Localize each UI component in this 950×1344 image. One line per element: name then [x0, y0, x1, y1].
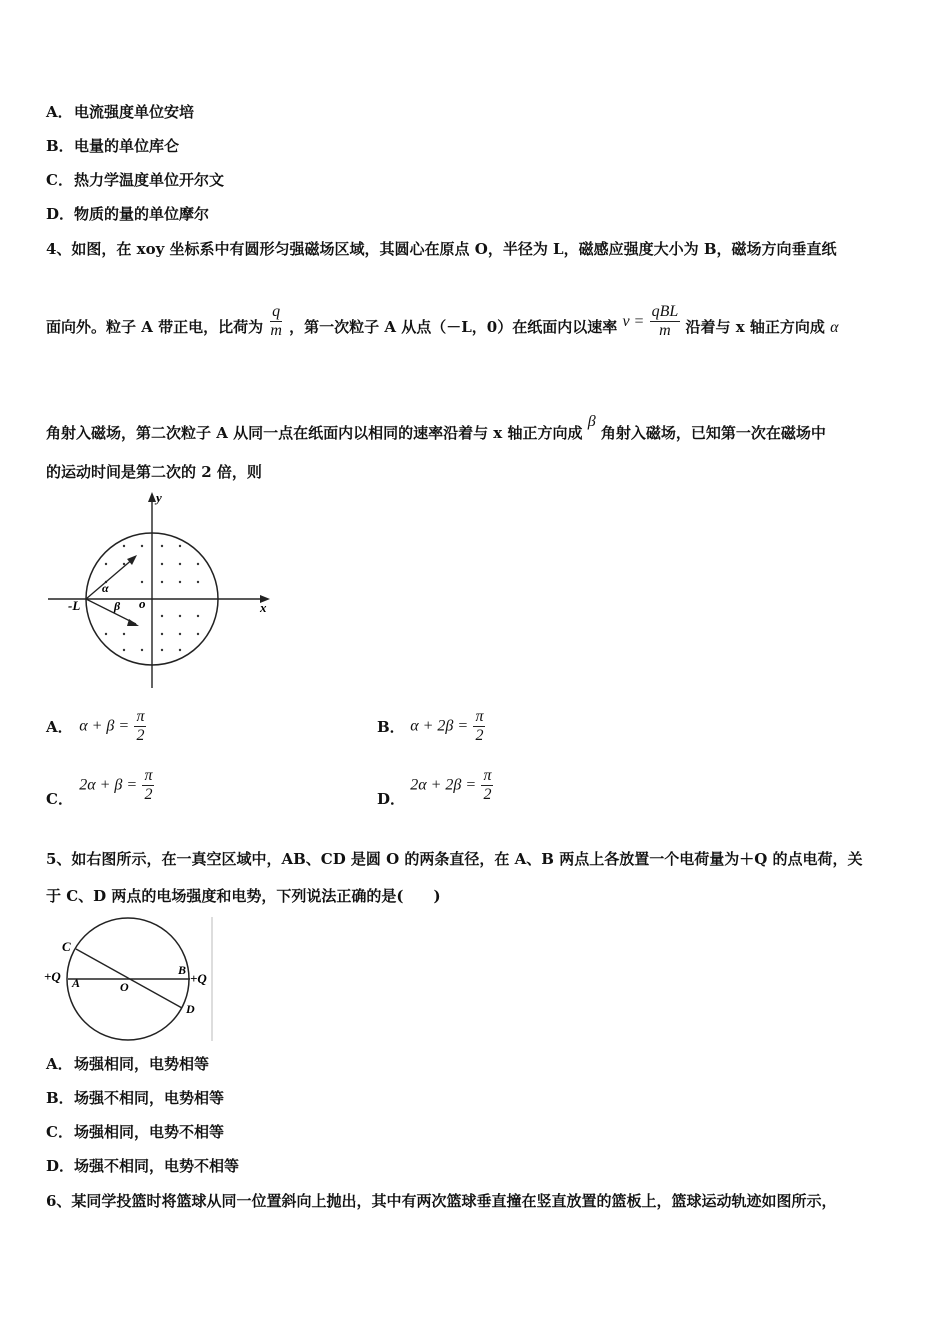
- option-letter: A．: [46, 1055, 73, 1073]
- frac-denominator: m: [659, 321, 671, 339]
- q5-stem-line1: 5、如右图所示，在一真空区域中，AB、CD 是圆 O 的两条直径，在 A、B 两点上各放置一个电荷量为＋Q 的点电荷，关: [46, 850, 863, 868]
- option-fraction: [134, 708, 146, 745]
- q4-stem-line3: [46, 412, 826, 443]
- frac-numerator: π: [475, 708, 484, 725]
- label-plus-q-left: +Q: [44, 969, 61, 984]
- label-y: y: [156, 490, 162, 505]
- frac-numerator: π: [483, 767, 492, 784]
- q3-option-b: [46, 136, 179, 156]
- velocity-fraction: [650, 303, 681, 340]
- option-text: 场强相同，电势不相等: [74, 1123, 225, 1141]
- option-text: 电量的单位库仑: [74, 137, 180, 155]
- velocity-arrow-alpha: [86, 558, 134, 599]
- frac-denominator: 2: [483, 786, 492, 803]
- option-letter: B．: [46, 1089, 74, 1107]
- q4-option-c: [46, 767, 154, 809]
- q4-text-c: 沿着与 x 轴正方向成: [685, 318, 825, 336]
- q5-option-c: [46, 1122, 224, 1142]
- label-alpha: α: [102, 581, 109, 595]
- frac-denominator: 2: [475, 727, 484, 744]
- label-c: C: [62, 939, 71, 954]
- label-a: A: [72, 976, 81, 990]
- beta-symbol: β: [587, 413, 596, 430]
- q4-text-d: 角射入磁场，第二次粒子 A 从同一点在纸面内以相同的速率沿着与 x 轴正方向成: [46, 424, 583, 442]
- option-text: 场强相同，电势相等: [74, 1055, 210, 1073]
- frac-denominator: 2: [144, 786, 153, 803]
- label-beta: β: [114, 599, 121, 613]
- q5-option-b: [46, 1088, 224, 1108]
- frac-numerator: π: [136, 708, 145, 725]
- y-axis-arrow: [148, 492, 156, 502]
- frac-numerator: π: [144, 767, 153, 784]
- label-d: D: [186, 1002, 195, 1016]
- option-fraction: [473, 708, 485, 745]
- label-o: O: [120, 980, 129, 994]
- option-letter: D．: [46, 1157, 75, 1175]
- charge-mass-ratio: [268, 303, 284, 340]
- velocity-lhs: v =: [622, 313, 645, 330]
- label-plus-q-right: +Q: [190, 971, 207, 986]
- frac-denominator: m: [270, 321, 282, 339]
- q4-stem-line4: 的运动时间是第二次的 2 倍，则: [46, 463, 262, 481]
- option-lhs: 2α + β =: [79, 776, 138, 794]
- q4-option-a: [46, 708, 146, 745]
- option-letter: A．: [46, 103, 73, 121]
- option-letter: C．: [46, 171, 73, 189]
- option-text: 场强不相同，电势不相等: [74, 1157, 240, 1175]
- q4-option-b: [377, 708, 485, 745]
- option-lhs: α + 2β =: [410, 717, 469, 735]
- option-letter: D．: [377, 789, 406, 808]
- option-letter: B．: [46, 137, 74, 155]
- q4-text-b: ，第一次粒子 A 从点（－L，0）在纸面内以速率: [289, 318, 618, 336]
- option-text: 场强不相同，电势相等: [74, 1089, 225, 1107]
- option-text: 电流强度单位安培: [74, 103, 195, 121]
- q3-option-d: [46, 204, 209, 224]
- option-lhs: 2α + 2β =: [410, 776, 477, 794]
- q5-stem-line2: 于 C、D 两点的电场强度和电势，下列说法正确的是( ): [46, 887, 441, 905]
- option-letter: A．: [46, 718, 73, 736]
- label-b: B: [178, 963, 187, 977]
- q4-stem-line1: 4、如图，在 xoy 坐标系中有圆形匀强磁场区域，其圆心在原点 O，半径为 L，磁感应强度大小为 B，磁场方向垂直纸: [46, 240, 837, 258]
- charges-circle-figure: [40, 913, 220, 1045]
- arrowhead: [127, 619, 139, 626]
- q6-stem-line1: 6、某同学投篮时将篮球从同一位置斜向上抛出，其中有两次篮球垂直撞在竖直放置的篮板上，篮球运动轨迹如图所示，: [46, 1192, 837, 1210]
- velocity-arrow-beta: [86, 599, 136, 624]
- q4-option-d: [377, 767, 493, 809]
- option-letter: D．: [46, 205, 75, 223]
- q4-stem-line2: [46, 302, 839, 340]
- label-origin: o: [139, 596, 146, 611]
- q5-option-a: [46, 1054, 209, 1074]
- label-x: x: [260, 600, 267, 615]
- option-fraction: [481, 767, 493, 804]
- frac-numerator: qBL: [651, 302, 679, 320]
- magnetic-field-figure: [40, 488, 290, 693]
- q3-option-a: [46, 102, 194, 122]
- option-text: 物质的量的单位摩尔: [74, 205, 210, 223]
- option-text: 热力学温度单位开尔文: [74, 171, 225, 189]
- q5-option-d: [46, 1156, 239, 1176]
- option-letter: B．: [377, 718, 405, 736]
- option-fraction: [142, 767, 154, 804]
- q4-text-e: 角射入磁场，已知第一次在磁场中: [600, 424, 826, 442]
- option-letter: C．: [46, 1123, 73, 1141]
- q4-text-a: 面向外。粒子 A 带正电，比荷为: [46, 318, 264, 336]
- option-letter: C．: [46, 789, 73, 808]
- frac-numerator: q: [272, 302, 281, 320]
- frac-denominator: 2: [136, 727, 145, 744]
- label-neg-l: -L: [68, 598, 81, 613]
- option-lhs: α + β =: [79, 717, 130, 735]
- alpha-symbol: α: [830, 319, 839, 336]
- q3-option-c: [46, 170, 224, 190]
